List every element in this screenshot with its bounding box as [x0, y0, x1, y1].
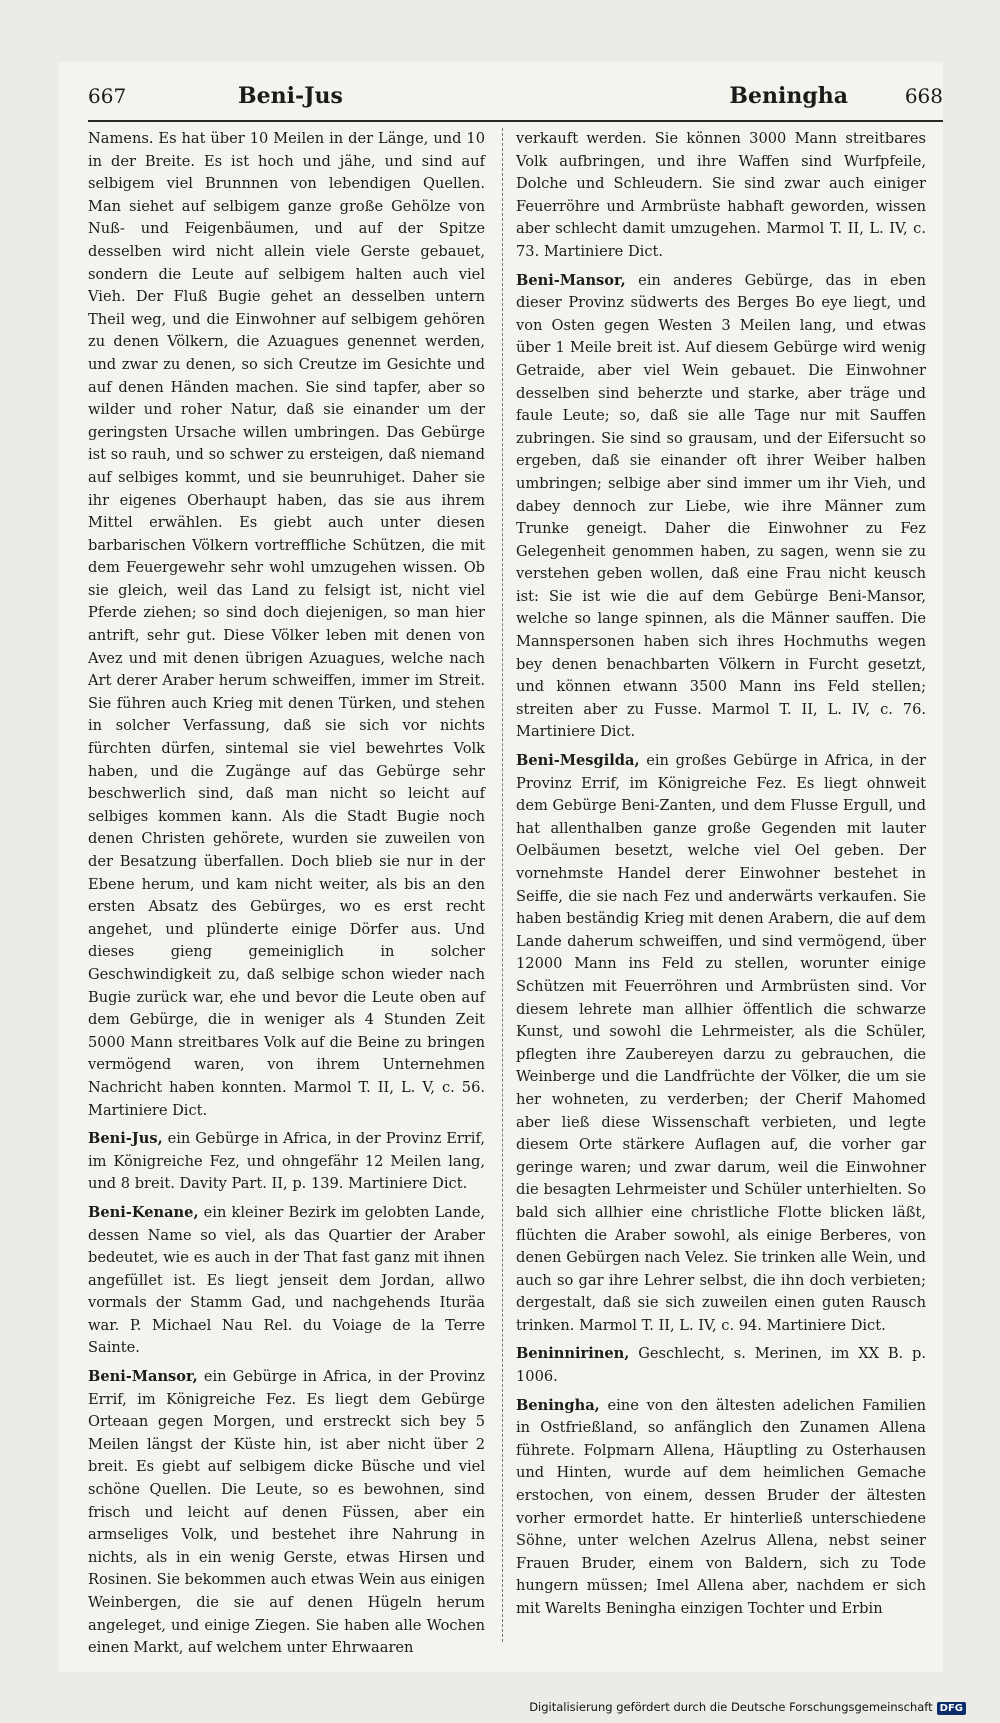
entry-text: ein großes Gebürge in Africa, in der Provinz Errif, im Königreiche Fez. Es liegt ohnweit dem Gebürge Beni-Zanten, und dem Flusse Ergull, und hat allenthalben ganze große Gegenden mit lauter Oelbäumen besetzt, welche viel Oel geben. Der vornehmste Handel derer Einwohner bestehet in Seiffe, die sie nach Fez und anderwärts verkaufen. Sie haben beständig Krieg mit denen Arabern, die auf dem Lande daherum schweiffen, und sind vermögend, über 12000 Mann ins Feld zu stellen, worunter einige Schützen mit Feuerröhren und Armbrüsten sind. Vor diesem lehrete man allhier öffentlich die schwarze Kunst, und sowohl die Lehrmeister, als die Schüler, pflegten ihre Zaubereyen darzu zu gebrauchen, die Weinberge und die Landfrüchte der Völker, die um sie her wohneten, zu verderben; der Cherif Mahomed aber ließ diese Wissenschaft verbieten, und legte diesem Orte stärkere Auflagen auf, die vorher gar geringe waren; und zwar darum, weil die Einwohner die besagten Lehrmeister und Schüler unterhielten. So bald sich allhier eine christliche Flotte blicken läßt, flüchten die Araber sowohl, als einige Berberes, von denen Gebürgen nach Velez. Sie trinken alle Wein, und auch so gar ihre Lehrer selbst, die ihn doch verbieten; dergestalt, daß sie sich zuweilen einen guten Rausch trinken. Marmol T. II, L. IV, c. 94. Martiniere Dict.: [516, 752, 926, 1334]
entry: [88, 128, 485, 1122]
book-page: [58, 62, 943, 1672]
page-header: [88, 76, 943, 116]
entry-keyword: Beni-Kenane,: [88, 1203, 199, 1221]
running-head-right: Beningha: [729, 83, 848, 109]
entry: [516, 270, 926, 744]
entry-keyword: Beni-Mansor,: [516, 271, 626, 289]
page-number-right: 668: [904, 84, 943, 108]
entry-text: Namens. Es hat über 10 Meilen in der Länge, und 10 in der Breite. Es ist hoch und jähe, und sind auf selbigem viel Brunnnen von lebendigen Quellen. Man siehet auf selbigem ganze große Gehölze von Nuß- und Feigenbäumen, und auf der Spitze desselben wird nicht allein viele Gerste gebauet, sondern die Leute auf selbigem halten auch viel Vieh. Der Fluß Bugie gehet an desselben untern Theil weg, und die Einwohner auf selbigem gehören zu denen Völkern, die Azuagues genennet werden, und zwar zu denen, so sich Creutze im Gesichte und auf denen Händen machen. Sie sind tapfer, aber so wilder und roher Natur, daß sie einander um der geringsten Ursache willen umbringen. Das Gebürge ist so rauh, und so schwer zu ersteigen, daß niemand auf selbiges kommt, und sie beunruhiget. Daher sie ihr eigenes Oberhaupt haben, das sie aus ihrem Mittel erwählen. Es giebt auch unter diesen barbarischen Völkern vortreffliche Schützen, die mit dem Feuergewehr sehr wohl umzugehen wissen. Ob sie gleich, weil das Land zu felsigt ist, nicht viel Pferde ziehen; so sind doch diejenigen, so man hier antrift, sehr gut. Diese Völker leben mit denen von Avez und mit denen übrigen Azuagues, welche nach Art derer Araber herum schweiffen, immer im Streit. Sie führen auch Krieg mit denen Türken, und stehen in solcher Verfassung, daß sie sich vor nichts fürchten dürfen, sintemal sie viel bewehrtes Volk haben, und die Zugänge auf das Gebürge sehr beschwerlich sind, daß man nicht so leicht auf selbiges kommen kann. Als die Stadt Bugie noch denen Christen gehörete, wurden sie zuweilen von der Besatzung überfallen. Doch blieb sie nur in der Ebene herum, und kam nicht weiter, als bis an den ersten Absatz des Gebürges, wo es erst recht angehet, und plünderte einige Dörfer aus. Und dieses gieng gemeiniglich in solcher Geschwindigkeit zu, daß selbige schon wieder nach Bugie zurück war, ehe und bevor die Leute oben auf dem Gebürge, die in weniger als 4 Stunden Zeit 5000 Mann streitbares Volk auf die Beine zu bringen vermögend waren, von ihrem Unternehmen Nachricht haben konnten. Marmol T. II, L. V, c. 56. Martiniere Dict.: [88, 130, 485, 1119]
entry: [516, 1343, 926, 1388]
entry-text: eine von den ältesten adelichen Familien in Ostfrießland, so anfänglich den Zunamen Allena führete. Folpmarn Allena, Häuptling zu Osterhausen und Hinten, wurde auf dem heimlichen Gemache erstochen, von einem, dessen Bruder der ältesten vorher ermordet hatte. Er hinterließ unterschiedene Söhne, unter welchen Azelrus Allena, nebst seiner Frauen Bruder, einem von Baldern, sich zu Tode hungern müssen; Imel Allena aber, nachdem er sich mit Warelts Beningha einzigen Tochter und Erbin: [516, 1396, 926, 1617]
entry-keyword: Beni-Jus,: [88, 1130, 163, 1148]
running-head-left: Beni-Jus: [238, 83, 343, 109]
entry-text: ein Gebürge in Africa, in der Provinz Errif, im Königreiche Fez, und ohngefähr 12 Meilen lang, und 8 breit. Davity Part. II, p. 139. Martiniere Dict.: [88, 1130, 485, 1193]
entry: [88, 1366, 485, 1660]
entry-keyword: Beni-Mansor,: [88, 1368, 198, 1386]
digitization-footer: [529, 1700, 966, 1715]
entry: [88, 1202, 485, 1360]
column-divider: [502, 128, 503, 1642]
footer-text: Digitalisierung gefördert durch die Deutsche Forschungsgemeinschaft: [529, 1700, 933, 1714]
entry: [88, 1128, 485, 1196]
right-column: [516, 128, 926, 1621]
entry: [516, 750, 926, 1337]
entry-keyword: Beninnirinen,: [516, 1345, 630, 1363]
entry-text: ein Gebürge in Africa, in der Provinz Errif, im Königreiche Fez. Es liegt dem Gebürge Orteaan gegen Morgen, und erstreckt sich bey 5 Meilen längst der Küste hin, ist aber nicht über 2 breit. Es giebt auf selbigem dicke Büsche und viel schöne Quellen. Die Leute, so es bewohnen, sind frisch und leicht auf denen Füssen, aber ein armseliges Volk, und bestehet ihre Nahrung in nichts, als in ein wenig Gerste, etwas Hirsen und Rosinen. Sie bekommen auch etwas Wein aus einigen Weinbergen, die sie auf denen Hügeln herum angeleget, und einige Ziegen. Sie haben alle Wochen einen Markt, auf welchem unter Ehrwaaren: [88, 1368, 485, 1657]
entry-keyword: Beni-Mesgilda,: [516, 752, 640, 770]
entry: [516, 1395, 926, 1621]
entry: [516, 128, 926, 264]
entry-text: verkauft werden. Sie können 3000 Mann streitbares Volk aufbringen, und ihre Waffen sind Wurfpfeile, Dolche und Schleudern. Sie sind zwar auch einiger Feuerröhre und Armbrüste habhaft geworden, wissen aber schlecht damit umzugehen. Marmol T. II, L. IV, c. 73. Martiniere Dict.: [516, 130, 926, 260]
entry-text: ein kleiner Bezirk im gelobten Lande, dessen Name so viel, als das Quartier der Araber bedeutet, wie es auch in der That fast ganz mit ihnen angefüllet ist. Es liegt jenseit dem Jordan, allwo vormals der Stamm Gad, und nachgehends Ituräa war. P. Michael Nau Rel. du Voiage de la Terre Sainte.: [88, 1203, 485, 1357]
entry-text: ein anderes Gebürge, das in eben dieser Provinz südwerts des Berges Bo eye liegt, und von Osten gegen Westen 3 Meilen lang, und etwas über 1 Meile breit ist. Auf diesem Gebürge wird wenig Getraide, aber viel Wein gebauet. Die Einwohner desselben sind beherzte und starke, aber träge und faule Leute; so, daß sie alle Tage nur mit Sauffen zubringen. Sie sind so grausam, und der Eifersucht so ergeben, daß sie einander oft ihrer Weiber halben umbringen; selbige aber sind immer um ihr Vieh, und dabey dennoch zur Liebe, wie ihre Männer zum Trunke geneigt. Daher die Einwohner zu Fez Gelegenheit genommen haben, zu sagen, wenn sie zu verstehen geben wollen, daß eine Frau nicht keusch ist: Sie ist wie die auf dem Gebürge Beni-Mansor, welche so lange spinnen, als die Männer sauffen. Die Mannspersonen haben sich ihres Hochmuths wegen bey denen benachbarten Völkern in Furcht gesetzt, und können etwann 3500 Mann ins Feld stellen; streiten aber zu Fusse. Marmol T. II, L. IV, c. 76. Martiniere Dict.: [516, 271, 926, 741]
left-column: [88, 128, 485, 1660]
entry-text: Geschlecht, s. Merinen, im XX B. p. 1006.: [516, 1345, 926, 1386]
entry-keyword: Beningha,: [516, 1396, 600, 1414]
page-number-left: 667: [88, 84, 127, 108]
dfg-logo: DFG: [937, 1702, 966, 1715]
header-rule: [88, 120, 943, 122]
